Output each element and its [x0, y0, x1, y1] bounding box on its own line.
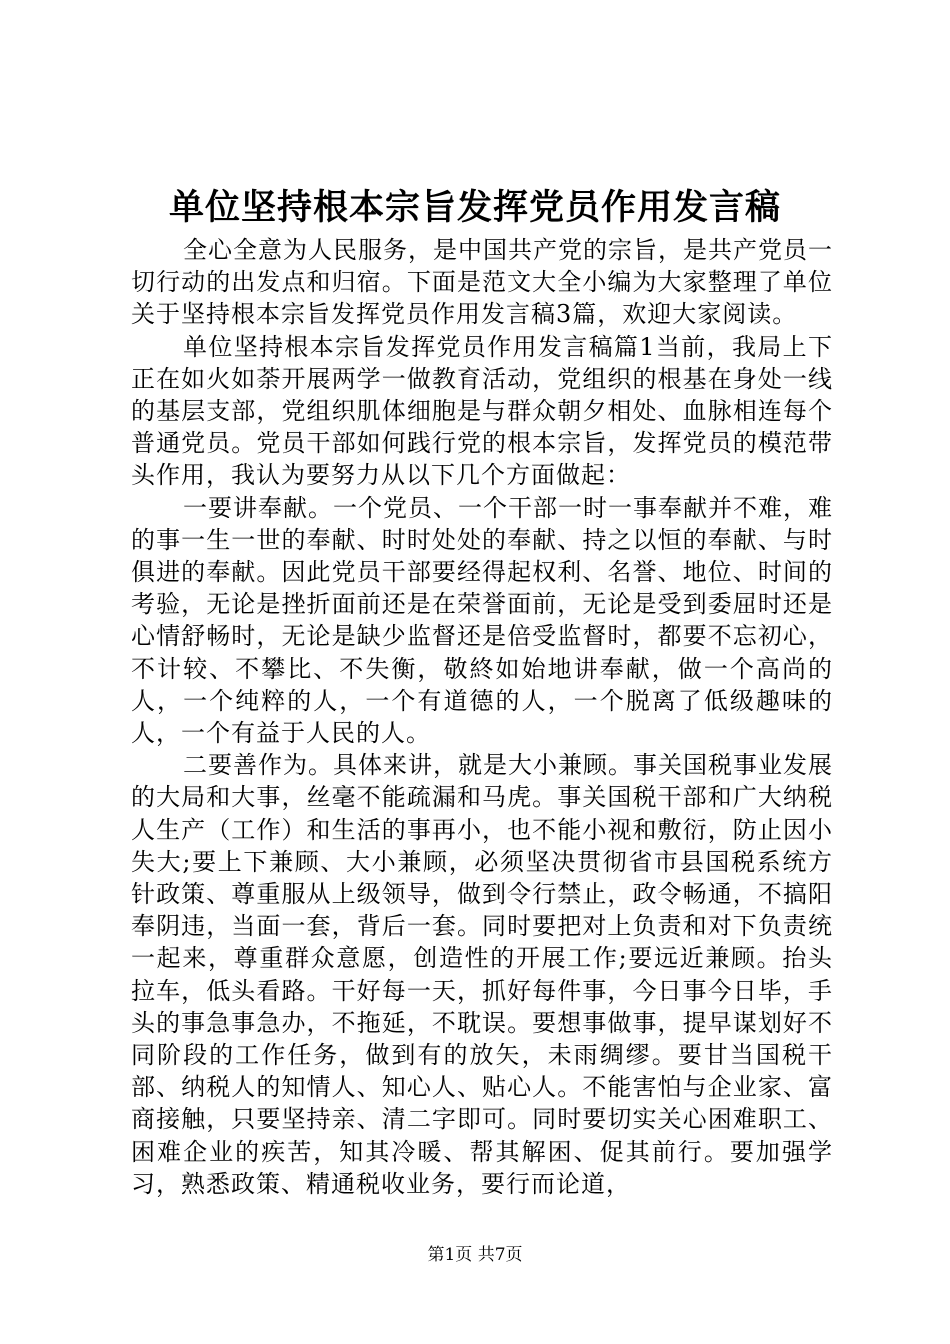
document-title: 单位坚持根本宗旨发挥党员作用发言稿 — [168, 187, 781, 228]
paragraph-action: 二要善作为。具体来讲，就是大小兼顾。事关国税事业发展的大局和大事，丝毫不能疏漏和马虎。事关国税干部和广大纳税人生产（工作）和生活的事再小，也不能小视和敷衍，防止因小失大;要上下兼顾、大小兼顾，必须坚决贯彻省市县国税系统方针政策、尊重服从上级领导，做到令行禁止，政令畅通，不搞阳奉阴违，当面一套，背后一套。同时要把对上负责和对下负责统一起来，尊重群众意愿，创造性的开展工作;要远近兼顾。抬头拉车，低头看路。干好每一天，抓好每件事，今日事今日毕，手头的事急事急办，不拖延，不耽误。要想事做事，提早谋划好不同阶段的工作任务，做到有的放矢，未雨绸缪。要甘当国税干部、纳税人的知情人、知心人、贴心人。不能害怕与企业家、富商接触，只要坚持亲、清二字即可。同时要切实关心困难职工、困难企业的疾苦，知其冷暖、帮其解困、促其前行。要加强学习，熟悉政策、精通税收业务，要行而论道， — [131, 751, 833, 1198]
paragraph-intro: 全心全意为人民服务，是中国共产党的宗旨，是共产党员一切行动的出发点和归宿。下面是范文大全小编为大家整理了单位关于坚持根本宗旨发挥党员作用发言稿3篇，欢迎大家阅读。 — [131, 236, 833, 329]
document-body — [131, 234, 833, 1200]
page-footer: 第1页 共7页 — [427, 1245, 523, 1265]
paragraph-dedication: 一要讲奉献。一个党员、一个干部一时一事奉献并不难，难的事一生一世的奉献、时时处处的奉献、持之以恒的奉献、与时俱进的奉献。因此党员干部要经得起权利、名誉、地位、时间的考验，无论是挫折面前还是在荣誉面前，无论是受到委屈时还是心情舒畅时，无论是缺少监督还是倍受监督时，都要不忘初心，不计较、不攀比、不失衡，敬終如始地讲奉献，做一个高尚的人，一个纯粹的人，一个有道德的人，一个脱离了低级趣味的人，一个有益于人民的人。 — [131, 493, 833, 748]
paragraph-article-1: 单位坚持根本宗旨发挥党员作用发言稿篇1当前，我局上下正在如火如荼开展两学一做教育活动，党组织的根基在身处一线的基层支部，党组织肌体细胞是与群众朝夕相处、血脉相连每个普通党员。党员干部如何践行党的根本宗旨，发挥党员的模范带头作用，我认为要努力从以下几个方面做起： — [131, 332, 833, 490]
